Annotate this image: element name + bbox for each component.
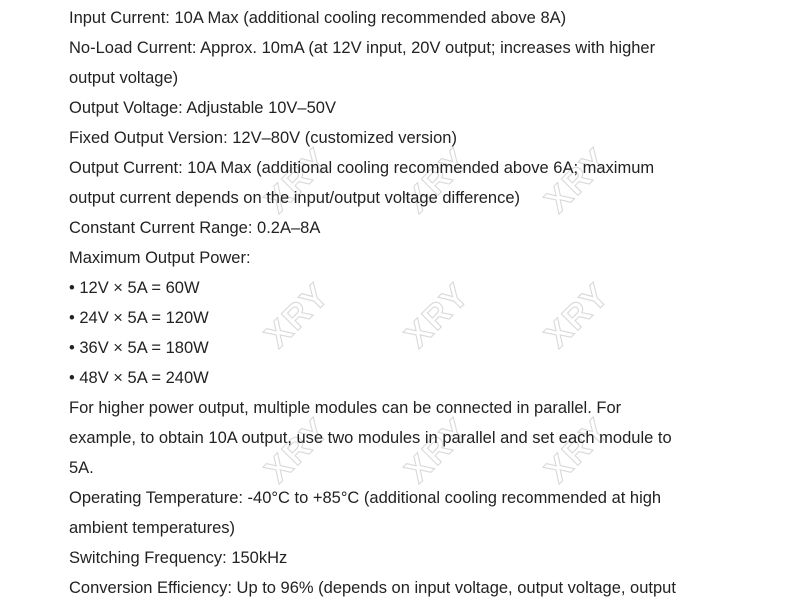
spec-line-parallel-note: For higher power output, multiple modules can be connected in parallel. For: [69, 399, 622, 417]
spec-line-output-current-cont: output current depends on the input/output voltage difference): [69, 189, 521, 207]
watermark-text: XRY: [257, 140, 338, 221]
power-list-item: • 48V × 5A = 240W: [69, 369, 209, 387]
spec-line-conversion-efficiency: Conversion Efficiency: Up to 96% (depends on input voltage, output voltage, output: [69, 579, 676, 597]
spec-line-output-current: Output Current: 10A Max (additional cooling recommended above 6A; maximum: [69, 159, 655, 177]
spec-line-parallel-note-cont: example, to obtain 10A output, use two modules in parallel and set each module to: [69, 429, 672, 447]
spec-line-fixed-output-version: Fixed Output Version: 12V–80V (customized version): [69, 129, 457, 147]
watermark-text: XRY: [397, 140, 478, 221]
spec-line-no-load-current: No-Load Current: Approx. 10mA (at 12V input, 20V output; increases with higher: [69, 39, 656, 57]
watermark-text: XRY: [537, 140, 618, 221]
watermark-text: XRY: [537, 410, 618, 491]
spec-line-output-voltage: Output Voltage: Adjustable 10V–50V: [69, 99, 336, 117]
spec-line-constant-current-range: Constant Current Range: 0.2A–8A: [69, 219, 321, 237]
spec-line-input-current: Input Current: 10A Max (additional cooling recommended above 8A): [69, 9, 567, 27]
spec-text: [69, 3, 749, 603]
spec-line-no-load-current-cont: output voltage): [69, 69, 179, 87]
watermark-text: XRY: [397, 275, 478, 356]
power-list-item: • 36V × 5A = 180W: [69, 339, 209, 357]
spec-line-operating-temperature: Operating Temperature: -40°C to +85°C (additional cooling recommended at high: [69, 489, 662, 507]
watermark-text: XRY: [257, 410, 338, 491]
watermark-text: XRY: [257, 275, 338, 356]
power-list-item: • 12V × 5A = 60W: [69, 279, 200, 297]
watermark-text: XRY: [537, 275, 618, 356]
spec-line-parallel-note-end: 5A.: [69, 459, 94, 477]
watermark-text: XRY: [397, 410, 478, 491]
spec-line-operating-temperature-cont: ambient temperatures): [69, 519, 235, 537]
spec-line-switching-frequency: Switching Frequency: 150kHz: [69, 549, 288, 567]
power-list-item: • 24V × 5A = 120W: [69, 309, 209, 327]
spec-line-max-output-power: Maximum Output Power:: [69, 249, 251, 267]
